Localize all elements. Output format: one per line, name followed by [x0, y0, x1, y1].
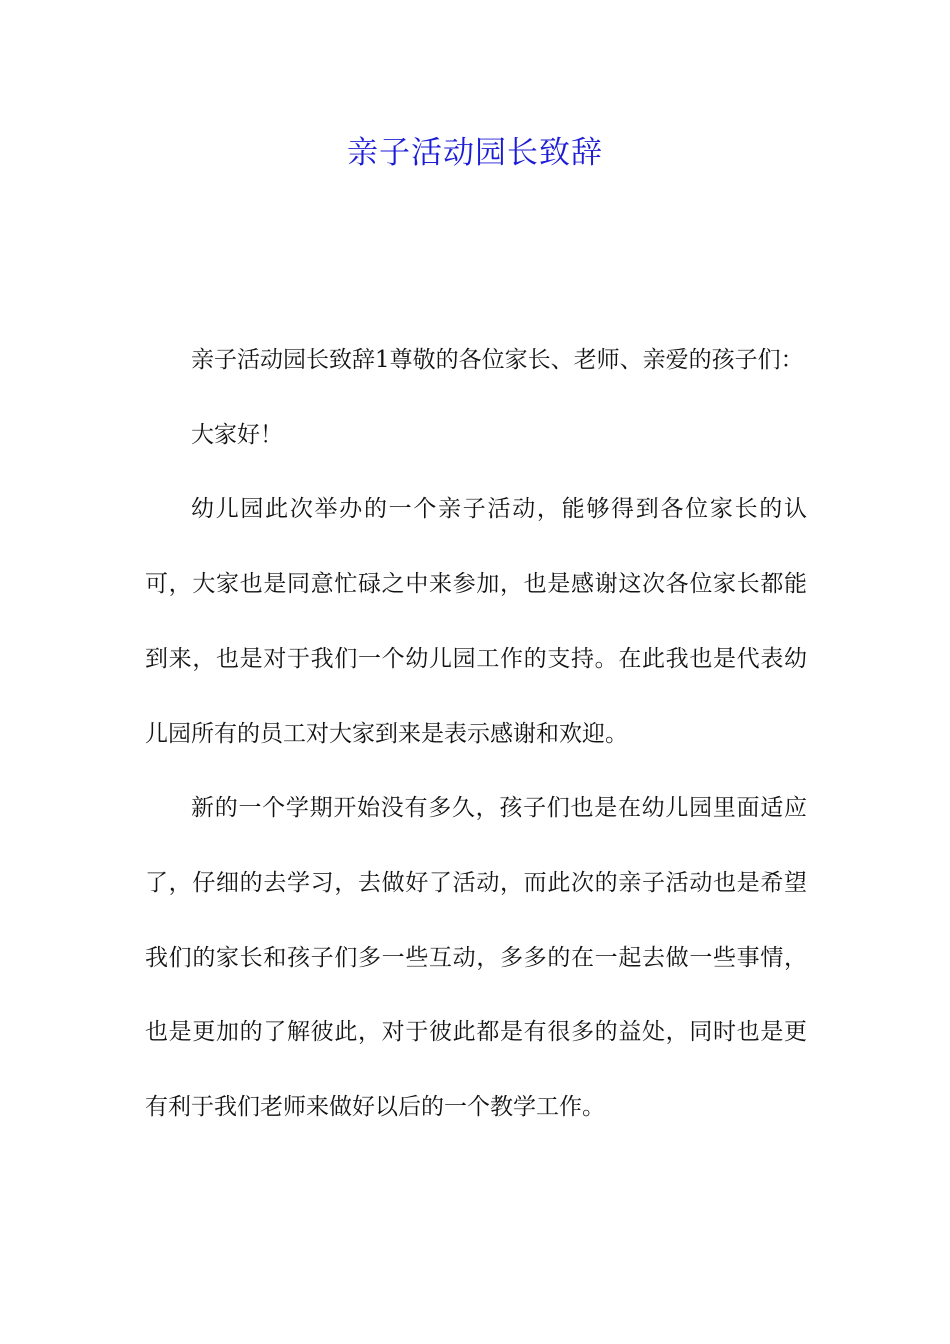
- paragraph-greeting-header: 亲子活动园长致辞1尊敬的各位家长、老师、亲爱的孩子们：: [191, 347, 804, 373]
- document-body: [145, 323, 807, 1145]
- document-title: 亲子活动园长致辞: [347, 135, 603, 171]
- paragraph-hello: 大家好！: [191, 421, 283, 448]
- paragraph-new-semester: 新的一个学期开始没有多久，孩子们也是在幼儿园里面适应了，仔细的去学习，去做好了活动，而此次的亲子活动也是希望我们的家长和孩子们多一些互动，多多的在一起去做一些事情，也是更加的了解彼此，对于彼此都是有很多的益处，同时也是更有利于我们老师来做好以后的一个教学工作。: [145, 795, 807, 1121]
- paragraph-thanks: 幼儿园此次举办的一个亲子活动，能够得到各位家长的认可，大家也是同意忙碌之中来参加，也是感谢这次各位家长都能到来，也是对于我们一个幼儿园工作的支持。在此我也是代表幼儿园所有的员工对大家到来是表示感谢和欢迎。: [145, 496, 807, 747]
